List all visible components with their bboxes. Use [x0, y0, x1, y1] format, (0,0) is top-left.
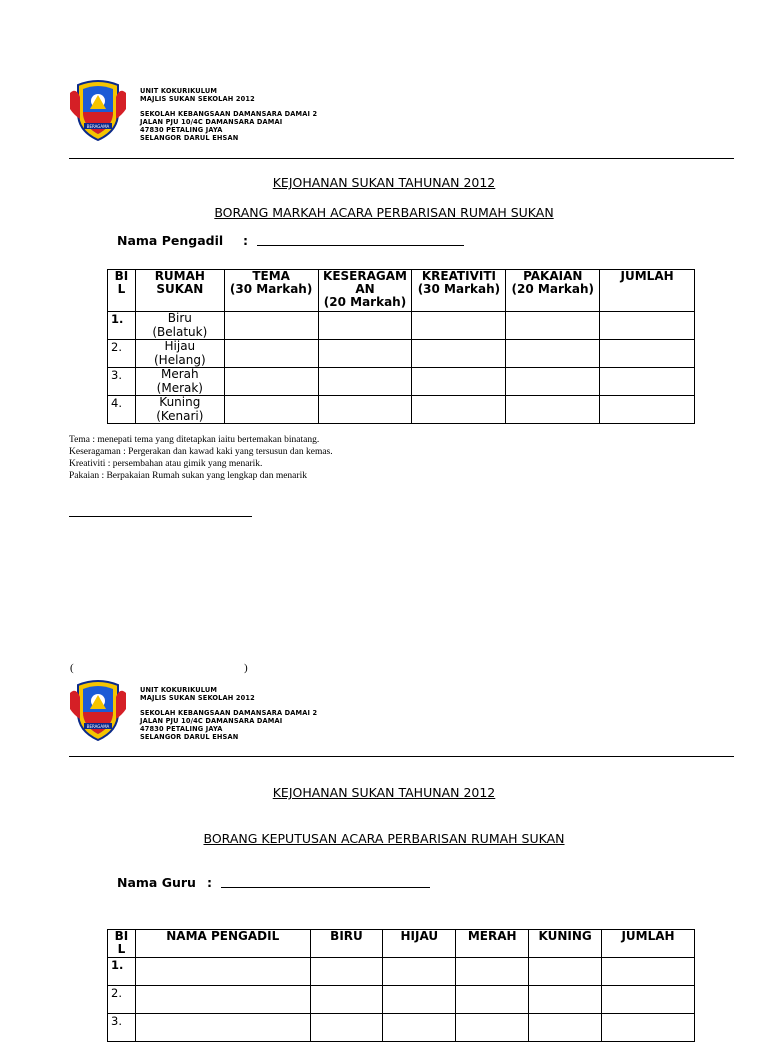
house-cell: Kuning (Kenari): [135, 396, 224, 424]
header-line: JALAN PJU 10/4C DAMANSARA DAMAI: [140, 118, 283, 126]
pakaian-score-cell[interactable]: [506, 312, 600, 340]
header-divider: [69, 158, 734, 159]
biru-cell[interactable]: [310, 958, 383, 986]
table-row: [108, 340, 695, 368]
form-title: BORANG MARKAH ACARA PERBARISAN RUMAH SUKAN: [214, 205, 554, 220]
name-paren-close: ): [244, 662, 248, 674]
crest-motto: BERAGAMA: [86, 124, 110, 129]
school-header: [140, 87, 317, 142]
score-table: [107, 269, 695, 424]
row-number: 2.: [108, 340, 136, 368]
judge-name-field[interactable]: [117, 233, 477, 249]
header-line: UNIT KOKURIKULUM: [140, 87, 218, 95]
keseragaman-score-cell[interactable]: [318, 396, 412, 424]
teacher-name-field[interactable]: [117, 875, 437, 891]
row-number: 1.: [108, 958, 136, 986]
tema-score-cell[interactable]: [224, 396, 318, 424]
header-line: 47830 PETALING JAYA: [140, 126, 223, 134]
header-line: SEKOLAH KEBANGSAAN DAMANSARA DAMAI 2: [140, 110, 318, 118]
colon: :: [207, 875, 212, 890]
jumlah-score-cell[interactable]: [600, 312, 695, 340]
score-table-header: [108, 270, 695, 312]
kreativiti-score-cell[interactable]: [412, 340, 506, 368]
col-tema: TEMA (30 Markah): [224, 270, 318, 312]
header-line: MAJLIS SUKAN SEKOLAH 2012: [140, 694, 255, 702]
pakaian-score-cell[interactable]: [506, 340, 600, 368]
biru-cell[interactable]: [310, 986, 383, 1014]
tema-score-cell[interactable]: [224, 368, 318, 396]
signature-line[interactable]: [69, 516, 252, 517]
header-line: SEKOLAH KEBANGSAAN DAMANSARA DAMAI 2: [140, 709, 318, 717]
jumlah-score-cell[interactable]: [600, 396, 695, 424]
school-crest-logo: [70, 79, 126, 141]
form-title: BORANG KEPUTUSAN ACARA PERBARISAN RUMAH SUKAN: [203, 831, 565, 846]
table-row: [108, 986, 695, 1014]
event-title: KEJOHANAN SUKAN TAHUNAN 2012: [272, 175, 496, 190]
kreativiti-score-cell[interactable]: [412, 368, 506, 396]
school-header: [140, 686, 317, 741]
judge-name-cell[interactable]: [135, 1014, 310, 1042]
keseragaman-score-cell[interactable]: [318, 368, 412, 396]
kuning-cell[interactable]: [529, 1014, 602, 1042]
colon: :: [243, 233, 248, 248]
house-cell: Merah (Merak): [135, 368, 224, 396]
table-row: [108, 368, 695, 396]
house-cell: Biru (Belatuk): [135, 312, 224, 340]
tema-score-cell[interactable]: [224, 340, 318, 368]
merah-cell[interactable]: [456, 958, 529, 986]
teacher-name-label: Nama Guru: [117, 875, 196, 890]
row-number: 3.: [108, 368, 136, 396]
scoring-notes: [69, 434, 333, 482]
school-crest-logo: [70, 679, 126, 741]
hijau-cell[interactable]: [383, 986, 456, 1014]
kreativiti-score-cell[interactable]: [412, 312, 506, 340]
event-title: KEJOHANAN SUKAN TAHUNAN 2012: [272, 785, 496, 800]
note-keseragaman: Keseragaman : Pergerakan dan kawad kaki yang tersusun dan kemas.: [69, 447, 333, 457]
keseragaman-score-cell[interactable]: [318, 312, 412, 340]
header-line: SELANGOR DARUL EHSAN: [140, 134, 239, 142]
table-row: [108, 396, 695, 424]
pakaian-score-cell[interactable]: [506, 396, 600, 424]
col-jumlah: JUMLAH: [602, 930, 695, 958]
header-spacer: [140, 702, 317, 709]
col-bil: BI L: [108, 930, 136, 958]
col-jumlah: JUMLAH: [600, 270, 695, 312]
biru-cell[interactable]: [310, 1014, 383, 1042]
row-number: 2.: [108, 986, 136, 1014]
kreativiti-score-cell[interactable]: [412, 396, 506, 424]
jumlah-score-cell[interactable]: [600, 340, 695, 368]
header-divider: [69, 756, 734, 757]
header-line: SELANGOR DARUL EHSAN: [140, 733, 239, 741]
col-merah: MERAH: [456, 930, 529, 958]
pakaian-score-cell[interactable]: [506, 368, 600, 396]
col-kuning: KUNING: [529, 930, 602, 958]
col-nama-pengadil: NAMA PENGADIL: [135, 930, 310, 958]
col-pakaian: PAKAIAN (20 Markah): [506, 270, 600, 312]
judge-name-label: Nama Pengadil: [117, 233, 224, 248]
header-line: 47830 PETALING JAYA: [140, 725, 223, 733]
hijau-cell[interactable]: [383, 1014, 456, 1042]
hijau-cell[interactable]: [383, 958, 456, 986]
kuning-cell[interactable]: [529, 958, 602, 986]
table-row: [108, 958, 695, 986]
col-keseragaman: KESERAGAM AN (20 Markah): [318, 270, 412, 312]
row-number: 3.: [108, 1014, 136, 1042]
note-tema: Tema : menepati tema yang ditetapkan iaitu bertemakan binatang.: [69, 435, 320, 445]
header-line: UNIT KOKURIKULUM: [140, 686, 218, 694]
tema-score-cell[interactable]: [224, 312, 318, 340]
note-pakaian: Pakaian : Berpakaian Rumah sukan yang lengkap dan menarik: [69, 471, 307, 481]
teacher-name-blank[interactable]: [221, 875, 430, 888]
result-table-header: [108, 930, 695, 958]
merah-cell[interactable]: [456, 1014, 529, 1042]
result-table: [107, 929, 695, 1042]
keseragaman-score-cell[interactable]: [318, 340, 412, 368]
row-number: 4.: [108, 396, 136, 424]
jumlah-score-cell[interactable]: [600, 368, 695, 396]
table-row: [108, 312, 695, 340]
jumlah-cell[interactable]: [602, 986, 695, 1014]
jumlah-cell[interactable]: [602, 958, 695, 986]
header-spacer: [140, 103, 317, 110]
judge-name-cell[interactable]: [135, 958, 310, 986]
judge-name-blank[interactable]: [257, 233, 464, 246]
jumlah-cell[interactable]: [602, 1014, 695, 1042]
col-rumah-sukan: RUMAH SUKAN: [135, 270, 224, 312]
header-line: MAJLIS SUKAN SEKOLAH 2012: [140, 95, 255, 103]
kuning-cell[interactable]: [529, 986, 602, 1014]
header-line: JALAN PJU 10/4C DAMANSARA DAMAI: [140, 717, 283, 725]
row-number: 1.: [108, 312, 136, 340]
judge-name-cell[interactable]: [135, 986, 310, 1014]
merah-cell[interactable]: [456, 986, 529, 1014]
col-bil: BI L: [108, 270, 136, 312]
col-kreativiti: KREATIVITI (30 Markah): [412, 270, 506, 312]
house-cell: Hijau (Helang): [135, 340, 224, 368]
col-biru: BIRU: [310, 930, 383, 958]
crest-motto: BERAGAMA: [86, 724, 110, 729]
table-row: [108, 1014, 695, 1042]
note-kreativiti: Kreativiti : persembahan atau gimik yang menarik.: [69, 459, 263, 469]
col-hijau: HIJAU: [383, 930, 456, 958]
name-paren-open: (: [70, 662, 74, 674]
